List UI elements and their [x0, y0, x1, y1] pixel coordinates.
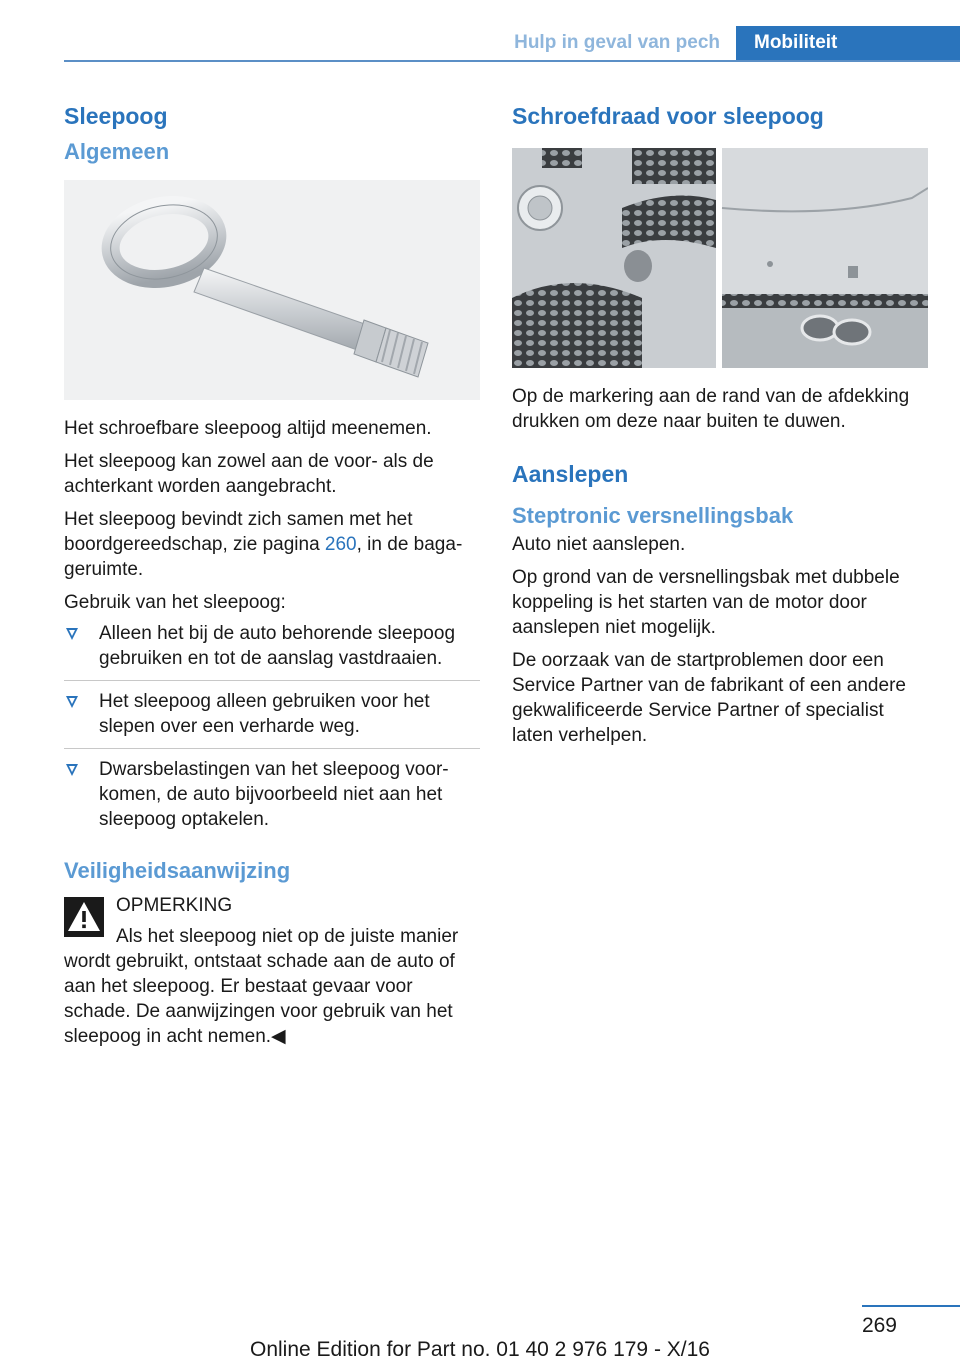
triangle-bullet-icon	[66, 628, 78, 640]
edition-footer: Online Edition for Part no. 01 40 2 976 179 - X/16	[250, 1338, 710, 1361]
left-column	[64, 96, 480, 1049]
paragraph-mounting: Het sleepoog kan zowel aan de voor- als de achterkant worden aangebracht.	[64, 451, 434, 497]
paragraph-usage-intro: Gebruik van het sleepoog:	[64, 592, 286, 613]
list-item-text: Alleen het bij de auto behorende sleepoog gebruiken en tot de aanslag vastdraaien.	[99, 623, 456, 669]
footer-rule	[862, 1305, 960, 1307]
list-item-text: Het sleepoog alleen gebruiken voor het slepen over een verharde weg.	[99, 691, 430, 737]
header-section-title: Hulp in geval van pech	[514, 32, 720, 53]
paragraph-cover-marking: Op de markering aan de rand van de afdekking drukken om deze naar buiten te duwen.	[512, 386, 910, 432]
section-title-thread: Schroefdraad voor sleepoog	[512, 103, 824, 129]
right-column	[512, 96, 928, 748]
page-number: 269	[861, 1314, 897, 1337]
notice-text: Als het sleepoog niet op de juiste manier wordt gebruikt, ontstaat schade aan de auto of aan het sleepoog. Er bestaat gevaar voor schade. De aanwijzingen voor gebruik van het sleepoog in acht nemen.◀	[64, 926, 459, 1047]
subsection-title-safety: Veiligheidsaanwijzing	[64, 858, 291, 883]
paragraph-take-along: Het schroefbare sleepoog altijd meenemen.	[64, 418, 432, 439]
paragraph-location	[64, 507, 480, 582]
location-text-before: Het sleepoog bevindt zich samen met het boordgereedschap, zie pagina	[64, 509, 413, 555]
notice-box	[64, 893, 480, 1049]
header-chapter-tab: Mobiliteit	[736, 26, 960, 62]
page-link-260[interactable]: 260	[324, 534, 357, 555]
list-item	[64, 689, 480, 749]
header-rule	[64, 60, 960, 62]
section-title-aanslepen: Aanslepen	[512, 461, 629, 487]
triangle-bullet-icon	[66, 696, 78, 708]
bumper-photo	[512, 148, 928, 368]
subsection-title-steptronic: Steptronic versnellingsbak	[512, 503, 794, 528]
bumper-illustration-icon	[512, 148, 928, 368]
list-item	[64, 621, 480, 681]
paragraph-gearbox: Op grond van de versnellingsbak met dubbele koppeling is het starten van de motor door aanslepen niet mogelijk.	[512, 567, 900, 638]
list-item-text: Dwarsbelastingen van het sleepoog voorkomen, de auto bijvoorbeeld niet aan het sleepoog optakelen.	[99, 759, 449, 830]
list-item	[64, 757, 480, 841]
notice-label: OPMERKING	[116, 895, 233, 916]
section-title-sleepoog: Sleepoog	[64, 103, 168, 129]
paragraph-service-partner: De oorzaak van de startproblemen door een Service Partner van de fabrikant of een andere gekwalificeerde Service Partner of specialist laten verhelpen.	[512, 650, 906, 746]
warning-icon	[64, 897, 104, 937]
subsection-title-algemeen: Algemeen	[64, 139, 170, 164]
location-text-after: , in de bagageruimte.	[64, 534, 463, 580]
usage-bullet-list	[64, 621, 480, 841]
page-header	[0, 0, 960, 62]
tow-eye-illustration	[64, 180, 480, 400]
tow-eye-icon	[64, 180, 480, 400]
paragraph-no-tow-start: Auto niet aanslepen.	[512, 534, 686, 555]
triangle-bullet-icon	[66, 764, 78, 776]
